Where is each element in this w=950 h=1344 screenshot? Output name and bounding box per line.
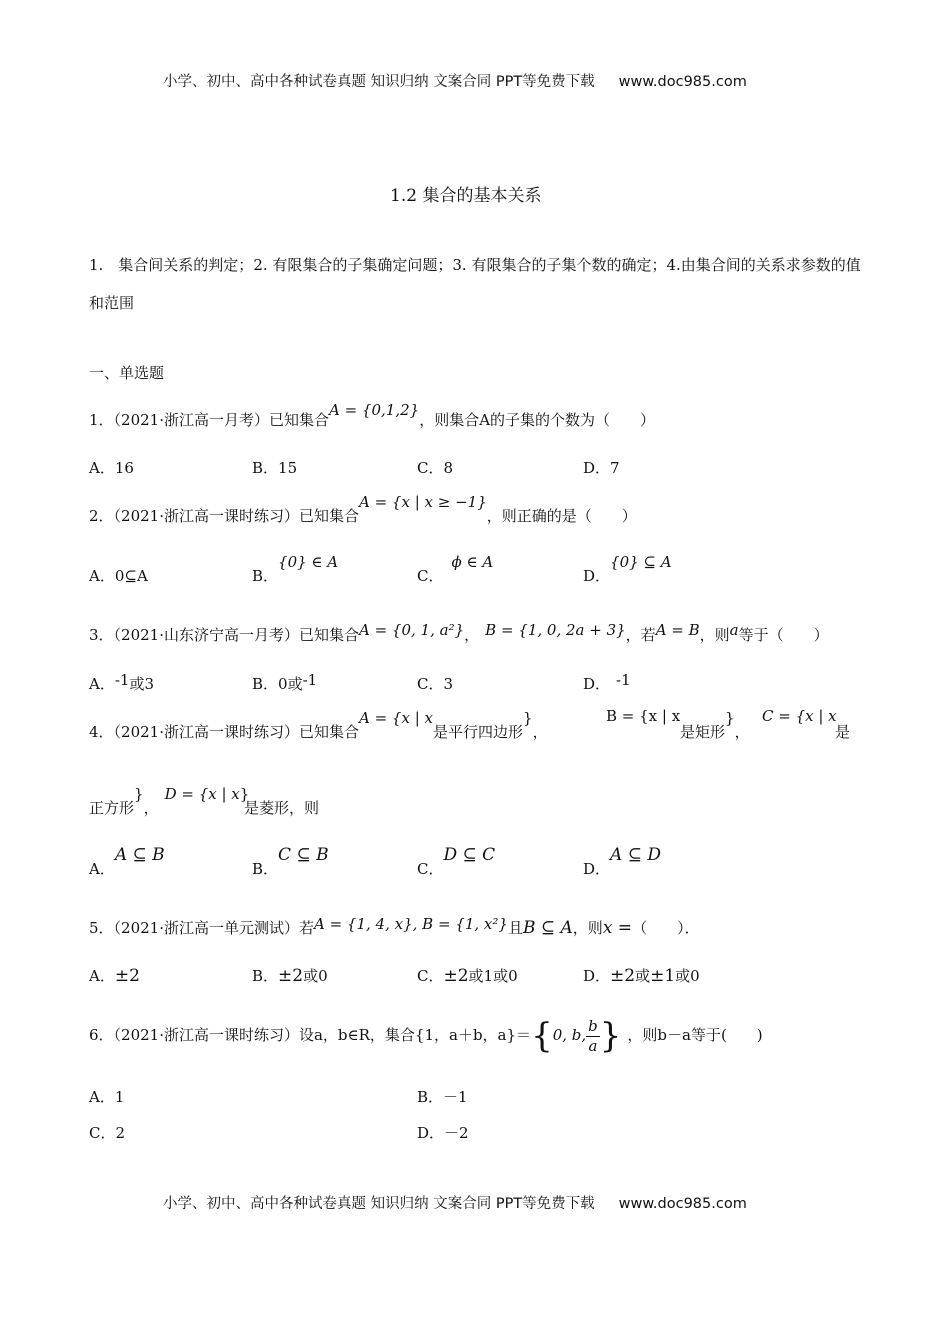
q4-mathA: A = {x | x: [359, 709, 433, 727]
q4-option-a[interactable]: [89, 845, 165, 879]
section-heading: 一、单选题: [89, 364, 165, 382]
q4-c-math: D ⊆ C: [443, 845, 496, 865]
q3-b-label: B．: [252, 675, 279, 693]
q6-lbrace: {: [531, 1016, 553, 1056]
q1-option-b[interactable]: B．15: [252, 459, 298, 477]
q4-a-math: A ⊆ B: [114, 845, 165, 865]
q5-d-val2: ±1: [650, 966, 676, 986]
q3-option-b[interactable]: [252, 673, 317, 694]
q6-option-c[interactable]: C．2: [89, 1124, 126, 1142]
q3-d-val: -1: [616, 671, 631, 689]
q2-d-math: {0} ⊆ A: [610, 553, 672, 571]
q4-line-2: [89, 785, 250, 818]
q5-math: A = {1, 4, x}, B = {1, x²}: [314, 915, 508, 933]
q5-c-label: C．: [417, 967, 444, 985]
q2-b-label: B．: [252, 567, 279, 585]
q3-comma: ，: [464, 626, 480, 644]
q2-suffix: ，则正确的是（ ）: [486, 507, 637, 525]
q6-rbrace: }: [599, 1016, 622, 1056]
header-text: 小学、初中、高中各种试卷真题 知识归纳 文案合同 PPT等免费下载: [163, 74, 595, 90]
q1-math: A = {0,1,2}: [329, 401, 420, 419]
q2-option-d[interactable]: [583, 553, 672, 586]
q2-c-math: ϕ ∈ A: [451, 553, 494, 571]
page-header: [163, 70, 747, 91]
q6-prefix: 6．（2021·浙江高一课时练习）设a，b∈R，集合{1，a＋b，a}＝: [89, 1026, 532, 1044]
q2-option-c[interactable]: [417, 553, 494, 586]
q2-d-label: D．: [583, 567, 611, 585]
q3-c-label: C．: [417, 675, 444, 693]
q2-c-label: C．: [417, 567, 444, 585]
q3-option-a[interactable]: [89, 673, 154, 694]
q6-fraction: [586, 1016, 600, 1055]
question-5: [89, 917, 700, 938]
q1-prefix: 1．（2021·浙江高一月考）已知集合: [89, 411, 329, 429]
q2-a-text: 0⊆A: [114, 567, 148, 585]
q1-suffix: ，则集合A的子集的个数为（ ）: [419, 411, 656, 429]
q3-d-label: D．: [583, 675, 611, 693]
q6-option-a[interactable]: A．1: [89, 1088, 125, 1106]
q3-mid: ，若: [625, 626, 656, 644]
q4-option-d[interactable]: [583, 845, 661, 879]
q5-b-tail: 或0: [303, 967, 328, 985]
q4-commaB: ，: [734, 723, 750, 741]
q4-commaA: ，: [532, 723, 548, 741]
question-3: [89, 621, 829, 645]
q4-closeA: }: [523, 709, 533, 727]
q4-a-label: A．: [89, 860, 115, 878]
q2-math: A = {x | x ≥ −1}: [359, 493, 487, 511]
q4-c-label: C．: [417, 860, 444, 878]
q4-option-c[interactable]: [417, 845, 496, 879]
q3-mathB: B = {1, 0, 2a + 3}: [485, 621, 626, 639]
q4-option-b[interactable]: [252, 845, 329, 879]
q4-mathB: B = {x | x: [606, 707, 681, 725]
q4-closeC: }: [134, 785, 144, 803]
q4-b-label: B．: [252, 860, 279, 878]
q4-textC: 是: [835, 723, 851, 741]
footer-site[interactable]: www.doc985.com: [618, 1196, 747, 1212]
q5-option-d[interactable]: [583, 965, 700, 986]
q6-num: b: [588, 1016, 598, 1035]
q5-option-b[interactable]: [252, 965, 328, 986]
q5-b-label: B．: [252, 967, 279, 985]
q1-option-c[interactable]: C．8: [417, 459, 454, 477]
q5-ze: ，则: [572, 919, 603, 937]
intro-paragraph: 1. 集合间关系的判定；2. 有限集合的子集确定问题；3. 有限集合的子集个数的确定；4.由集合间的关系求参数的值和范围: [89, 256, 861, 312]
q5-math3: x =: [602, 918, 633, 938]
q5-c-val: ±2: [443, 966, 469, 986]
q5-d-val: ±2: [610, 966, 636, 986]
q5-d-mid: 或: [635, 967, 651, 985]
q3-ze: ，则: [699, 626, 730, 644]
q5-prefix: 5．（2021·浙江高一单元测试）若: [89, 919, 314, 937]
question-1: [89, 401, 656, 430]
q2-prefix: 2．（2021·浙江高一课时练习）已知集合: [89, 507, 359, 525]
page-title: 1.2 集合的基本关系: [390, 186, 542, 206]
q1-option-a[interactable]: A．16: [89, 459, 134, 477]
q6-option-b[interactable]: B．－1: [417, 1088, 468, 1106]
q3-b-text: 0或: [278, 675, 303, 693]
q6-option-d[interactable]: D．－2: [417, 1124, 469, 1142]
question-6: [89, 1005, 763, 1065]
q4-textB: [680, 709, 750, 742]
q5-c-tail: 或1或0: [468, 967, 518, 985]
q5-qie: 且: [507, 919, 523, 937]
q3-a-val: -1: [114, 671, 130, 689]
q4-line2-text: 正方形: [89, 799, 135, 817]
q5-a-val: ±2: [114, 966, 140, 986]
q4-textD-label: 是菱形: [244, 799, 290, 817]
q4-closeD: }: [239, 785, 250, 803]
q5-d-label: D．: [583, 967, 611, 985]
q4-textA: 是平行四边形: [433, 723, 524, 741]
q4-closeB: }: [725, 709, 735, 727]
q3-suffix: 等于（ ）: [738, 626, 829, 644]
q2-b-math: {0} ∈ A: [278, 553, 339, 571]
q4-mathD: D = {x | x: [164, 785, 240, 803]
q6-inner: 0, b,: [552, 1026, 587, 1044]
q1-option-d[interactable]: D．7: [583, 459, 620, 477]
question-2: [89, 493, 637, 526]
q2-option-b[interactable]: [252, 553, 339, 586]
q5-d-tail: 或0: [675, 967, 700, 985]
q4-d-label: D．: [583, 860, 611, 878]
q3-mathEq: A = B: [655, 621, 700, 639]
q4-mathC: C = {x | x: [762, 707, 837, 725]
q3-b-val: -1: [302, 671, 318, 689]
q3-c-text: 3: [443, 675, 454, 693]
q3-mathA: A = {0, 1, a²}: [359, 621, 465, 639]
q3-option-d[interactable]: [583, 673, 631, 694]
q2-option-a[interactable]: [89, 565, 148, 586]
q3-prefix: 3．（2021·山东济宁高一月考）已知集合: [89, 626, 359, 644]
q5-option-c[interactable]: [417, 965, 518, 986]
q4-prefix: 4．（2021·浙江高一课时练习）已知集合: [89, 723, 359, 741]
q3-option-c[interactable]: [417, 673, 453, 694]
q4-b-math: C ⊆ B: [278, 845, 329, 865]
q6-den: a: [588, 1036, 598, 1055]
q4-textD: [244, 797, 319, 818]
footer-text: 小学、初中、高中各种试卷真题 知识归纳 文案合同 PPT等免费下载: [163, 1196, 595, 1212]
q3-var: a: [729, 621, 739, 639]
q6-suffix: ，则b－a等于( ): [627, 1026, 763, 1044]
q3-a-label: A．: [89, 675, 115, 693]
q5-a-label: A．: [89, 967, 115, 985]
q5-b-val: ±2: [278, 966, 304, 986]
page-footer: [163, 1192, 747, 1213]
q2-a-label: A．: [89, 567, 115, 585]
q3-a-or: 或3: [129, 675, 155, 693]
q5-math2: B ⊆ A: [522, 918, 573, 938]
q6-set: [531, 1016, 622, 1056]
q5-suffix: （ ）．: [632, 919, 700, 937]
q4-d-math: A ⊆ D: [610, 845, 661, 865]
q4-commaC: ，: [143, 799, 159, 817]
header-site[interactable]: www.doc985.com: [618, 74, 747, 90]
q4-textB-label: 是矩形: [680, 723, 726, 741]
q5-option-a[interactable]: [89, 965, 140, 986]
q4-tail: ，则: [289, 799, 320, 817]
